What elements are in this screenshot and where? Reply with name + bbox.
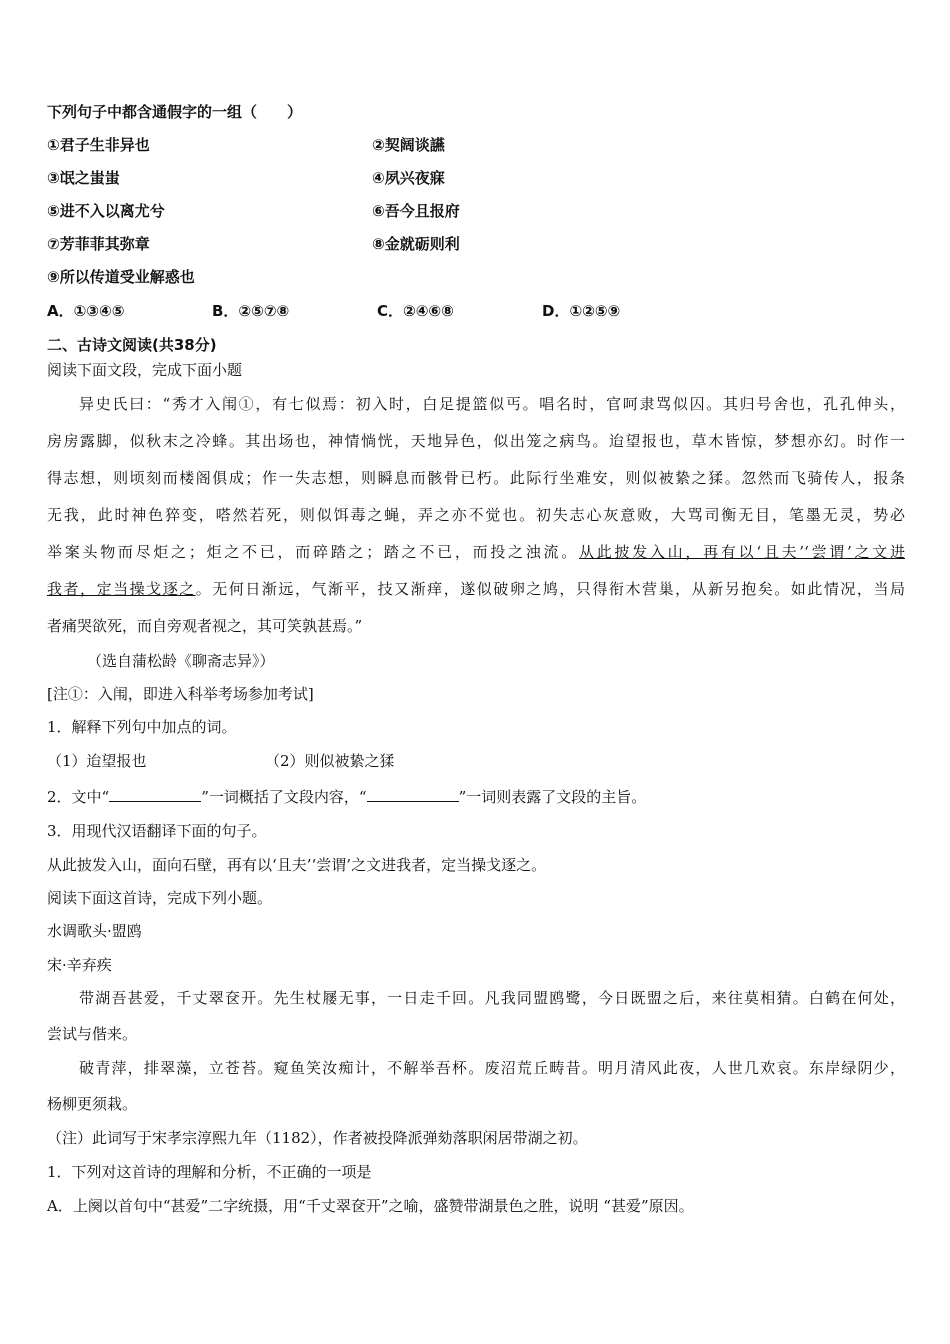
- answer-blank[interactable]: [367, 787, 459, 802]
- sub-question-items: [47, 751, 747, 771]
- list-item: ⑥吾今且报府: [372, 202, 460, 220]
- passage-line: 得志想，则顷刻而楼阁俱成；作一失志想，则瞬息而骸骨已朽。此际行坐难安，则似被絷之猱。忽然而飞骑传人，报条: [47, 469, 905, 487]
- passage-line: [47, 542, 905, 562]
- question-text: ”一词则表露了文段的主旨。: [458, 788, 647, 806]
- option-a: A．上阕以首句中“甚爱”二字统摄，用“千丈翠奁开”之喻，盛赞带湖景色之胜，说明 “甚爱”原因。: [47, 1197, 694, 1215]
- section-heading: 二、古诗文阅读(共38分): [47, 336, 217, 354]
- passage-line: 异史氏曰：“秀才入闱①，有七似焉：初入时，白足提篮似丐。唱名时，官呵隶骂似囚。其归号舍也，孔孔伸头，: [79, 395, 905, 413]
- passage-line: 无我，此时神色猝变，嗒然若死，则似饵毒之蝇，弄之亦不觉也。初失志心灰意败，大骂司衡无目，笔墨无灵，势必: [47, 506, 905, 524]
- list-item: ④夙兴夜寐: [372, 169, 445, 187]
- option-row: [47, 201, 460, 221]
- question-stem: 下列句子中都含通假字的一组（ ）: [47, 103, 303, 121]
- sub-question: 1．解释下列句中加点的词。: [47, 718, 237, 736]
- option-a: A．①③④⑤: [47, 302, 125, 320]
- poem-line: 破青萍，排翠藻，立苍苔。窥鱼笑汝痴计，不解举吾杯。废沼荒丘畴昔。明月清风此夜，人世几欢哀。东岸绿阴少，: [79, 1059, 905, 1077]
- option-row: [47, 135, 445, 155]
- option-d: D．①②⑤⑨: [542, 302, 621, 320]
- option-row: [47, 168, 445, 188]
- list-item: ①君子生非异也: [47, 136, 150, 154]
- question-text: 2．文中“: [47, 788, 110, 806]
- reading-intro: 阅读下面这首诗，完成下列小题。: [47, 889, 273, 907]
- answer-options: [47, 301, 747, 321]
- passage-line: 者痛哭欲死，而自旁观者视之，其可笑孰甚焉。”: [47, 617, 363, 635]
- footnote: [注①：入闱，即进入科举考场参加考试]: [47, 685, 314, 703]
- option-row: [47, 234, 460, 254]
- footnote: （注）此词写于宋孝宗淳熙九年（1182），作者被投降派弹劾落职闲居带湖之初。: [47, 1129, 588, 1147]
- list-item: ⑦芳菲菲其弥章: [47, 235, 150, 253]
- list-item: ⑨所以传道受业解惑也: [47, 268, 195, 286]
- list-item: ⑤进不入以离尤兮: [47, 202, 165, 220]
- poem-line: 带湖吾甚爱，千丈翠奁开。先生杖屦无事，一日走千回。凡我同盟鸥鹭，今日既盟之后，来往莫相猜。白鹤在何处，: [79, 989, 905, 1007]
- source-citation: （选自蒲松龄《聊斋志异》）: [87, 652, 275, 670]
- poem-author: 宋·辛弃疾: [47, 956, 112, 974]
- underlined-sentence: 从此披发入山，再有以‘且夫’‘尝谓’之文进: [579, 543, 905, 561]
- translate-sentence: 从此披发入山，面向石壁，再有以‘且夫’‘尝谓’之文进我者，定当操戈逐之。: [47, 856, 547, 874]
- passage-text: 举案头物而尽炬之；炬之不已，而碎踏之；踏之不已，而投之浊流。: [47, 543, 579, 561]
- sub-question: 3．用现代汉语翻译下面的句子。: [47, 822, 267, 840]
- option-b: B．②⑤⑦⑧: [212, 302, 290, 320]
- underlined-sentence: 我者，定当操戈逐之: [47, 580, 196, 598]
- sub-question: 1．下列对这首诗的理解和分析，不正确的一项是: [47, 1163, 372, 1181]
- list-item: ②契阔谈讌: [372, 136, 445, 154]
- poem-line: 尝试与偕来。: [47, 1025, 138, 1043]
- list-item: ③氓之蚩蚩: [47, 169, 120, 187]
- passage-text: 。无何日渐远，气渐平，技又渐痒，遂似破卵之鸠，只得衔木营巢，从新另抱矣。如此情况，当局: [195, 580, 905, 598]
- passage-line: 房房露脚，似秋末之冷蜂。其出场也，神情惝恍，天地异色，似出笼之病鸟。迨望报也，草木皆惊，梦想亦幻。时作一: [47, 432, 905, 450]
- reading-intro: 阅读下面文段，完成下面小题: [47, 361, 243, 379]
- sub-question: [47, 787, 646, 807]
- poem-title: 水调歌头·盟鸥: [47, 922, 142, 940]
- passage-line: [47, 579, 905, 599]
- list-item: ⑧金就砺则利: [372, 235, 460, 253]
- option-c: C．②④⑥⑧: [377, 302, 454, 320]
- answer-blank[interactable]: [109, 787, 201, 802]
- list-item: （2）则似被絷之猱: [265, 752, 395, 770]
- list-item: （1）迨望报也: [47, 752, 147, 770]
- poem-line: 杨柳更须栽。: [47, 1095, 138, 1113]
- question-text: ”一词概括了文段内容，“: [201, 788, 367, 806]
